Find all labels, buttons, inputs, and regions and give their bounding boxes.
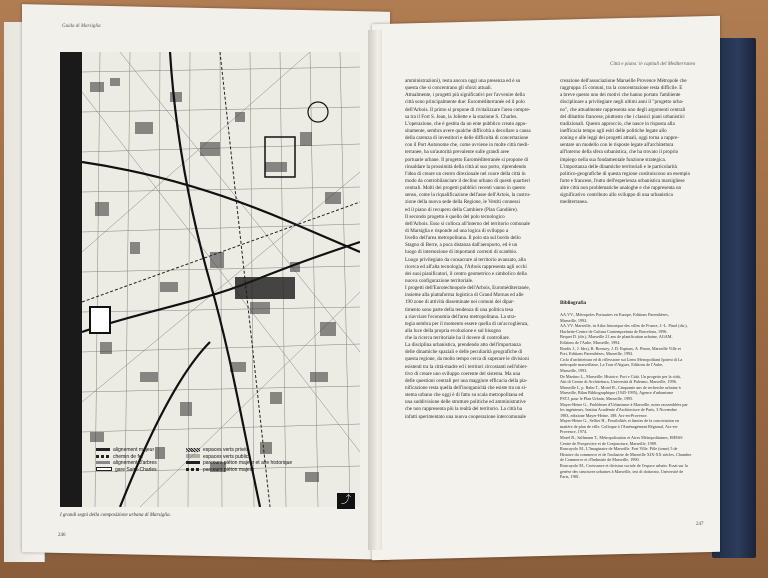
text-line: tradizionali. Questo approccio, che nasce in risposta alla — [560, 120, 675, 127]
text-line: questa regione, da molto tempo cerca di superare le divisioni — [405, 356, 529, 363]
text-line: les ingénieurs, Institut Académie d'Architecture de Paris, 3 Novembre — [560, 407, 678, 413]
text-line: all'interno della sfera urbanistica, che ha trovato il proprio — [560, 149, 679, 156]
text-line: della carenza di investitori e delle difficoltà di concertazione — [405, 135, 529, 142]
text-line: delle questioni centrali per una maggiore efficacia della pia- — [405, 377, 528, 384]
text-line: AA.VV., Métropoles Portuaires en Europe, Editions Parenthèses, — [560, 312, 669, 317]
text-line: rinsaldare la prossimità della città al suo porto, riprendendo — [405, 163, 527, 170]
text-line: Stagno di Berre, a poca distanza dall'aeroporto, ed è un — [405, 242, 518, 249]
legend-item: chemin de fer — [96, 454, 157, 461]
text-line: Marseille, 1992. — [560, 317, 588, 323]
text-line: portuarie urbane. Il progetto Euroméditerranée si propone di — [405, 156, 529, 163]
text-line: dell'Arbois. Il primo si propone di rivitalizzare l'area compre- — [405, 106, 531, 113]
text-line: sitamente, sembra avere qualche difficoltà a decollare a causa — [405, 127, 531, 134]
page-number-left: 246 — [58, 533, 66, 538]
legend-item: gare Saint-Charles — [96, 467, 157, 474]
text-line: tivo di creare uno sviluppo coerente del sistema. Ma una — [405, 370, 521, 377]
legend-item: espaces verts privés — [186, 447, 292, 454]
text-line: métropole marseillaise, La Tour d'Aigues, Editions de l'Aube, — [560, 362, 664, 368]
text-line: L'importanza delle dinamiche territoriali e le particolarità — [560, 163, 677, 170]
text-line: 1983, edizione Mayer-Heine, 188. Ars-en-Provence. — [560, 412, 648, 418]
text-line: con il Port Autonome che, come avviene in molte città medi- — [405, 142, 530, 149]
text-line: forte e francese, frutto dell'esperienza urbanistica marsigliese — [560, 177, 685, 184]
text-line: Marseille, 1993. — [560, 367, 588, 373]
text-line: Morel B., Sallmann T., Métropolisation et Aires Métropolitaines, EHESS — [560, 435, 683, 441]
text-line: no", che attualmente rappresenta uno degli argomenti centrali — [560, 106, 686, 113]
legend-column-2 — [186, 447, 292, 473]
text-line: l'idea di creare un centro direzionale nel cuore della città in — [405, 170, 526, 177]
legend-swatch — [96, 448, 110, 451]
text-line: terranee, ha un'autorità prevalente sulle grandi aree — [405, 149, 510, 156]
bibliography-list — [560, 312, 710, 480]
text-line: AA.VV. Marseille, in Atlas historique des villes de France, J.-L. Pinol (dir.), — [560, 323, 688, 329]
text-line: centrali. Molti dei progetti pubblici recenti vanno in questo — [405, 185, 526, 192]
text-line: stema urbano che oggi è di fatto su scala metropolitana ed — [405, 392, 524, 399]
text-line: Paris, 1981. — [560, 474, 580, 480]
text-line: PSTJ, pour le Plan Urbain, Marseille, 1995. — [560, 395, 634, 401]
legend-swatch — [186, 454, 200, 458]
text-line: Roncayolo M., Croissance et division sociale de l'espace urbain. Essai sur la — [560, 463, 688, 469]
text-line: sa tra il Fort S. Jean, la Joliette e la stazione S. Charles. — [405, 113, 518, 120]
page-number-right: 247 — [696, 522, 704, 527]
text-line: Editions de l'Aube, Marseille, 1994. — [560, 339, 621, 345]
legend-swatch — [186, 468, 200, 471]
text-line: mediterranea. — [560, 199, 588, 206]
text-line: significativo contributo allo sviluppo di una urbanistica — [560, 192, 673, 199]
text-line: Luogo privilegiato da consacrare al territorio avanzato, alla — [405, 256, 526, 263]
text-line: infatti sperimentato una nuova cooperazione intercomunale — [405, 413, 526, 420]
text-line: genèse des structures urbaines à Marseille, tesi di dottorato, Université de — [560, 468, 684, 474]
text-line: Il secondo progetto è quello del polo tecnologico — [405, 213, 505, 220]
text-line: una suddivisione delle strutture politiche ed amministrative — [405, 399, 526, 406]
text-line: Bequet D. (dir.), Marseille 21 ans de planification urbaine, AGAM, — [560, 334, 673, 340]
text-line: dell'Arbois. Esso si colloca all'interno del territorio comunale — [405, 220, 530, 227]
text-line: I progetti dell'Eurotechnopole dell'Arbois, Euroméditerranée, — [405, 285, 530, 292]
text-line: matière de plan de ville. Colloque à l'Aménagement Régional, Aix-en- — [560, 423, 679, 429]
text-line: Bordis J., J. Idrs), B. Borruey, J. D. Espinas, A. Pinon, Marseille Ville et — [560, 345, 681, 351]
text-line: che la ricerca territoriale ha il dovere di controllare. — [405, 335, 511, 342]
text-line: Histoire du commerce et de l'industrie de Marseille XIX-XX siècles, Chambre — [560, 451, 692, 457]
text-line: Mayer-Heine G., Problèmes d'Urbanisme à Marseille, notes rassemblées par — [560, 401, 688, 407]
text-line: nificazione resta quella dell'inorganicità che esiste tra un si- — [405, 385, 527, 392]
running-head-right: Città e piano: le capitali del Mediterraneo — [610, 62, 696, 67]
map-caption: I grandi segni della composizione urbana di Marsiglia. — [60, 513, 171, 518]
text-line: ricerca ed all'alta tecnologia, l'Arbois rappresenta agli occhi — [405, 263, 527, 270]
text-line: città sono principalmente due: Euroméditerranée ed il polo — [405, 99, 525, 106]
text-line: luogo di intersezione di importanti correnti di scambio. — [405, 249, 518, 256]
text-line: a breve questo uno dei motivi che hanno portato l'ambiente — [560, 92, 681, 99]
text-line: alla luce della propria evoluzione e sul bisogno — [405, 327, 502, 334]
legend-swatch — [186, 461, 200, 464]
legend-item: alignement majeur — [96, 447, 157, 454]
text-line: di Marsiglia e risponde ad una logica di sviluppo a — [405, 227, 509, 234]
legend-item: alignement d'arbres — [96, 460, 157, 467]
text-line: livello dell'area metropolitana. Il polo sta sul bordo dello — [405, 235, 521, 242]
legend-swatch — [96, 461, 110, 464]
text-line: insieme alla piattaforma logistica di Grand Mornas ed alle — [405, 292, 524, 299]
text-line: altre città non problematiche analoghe e che rappresenta un — [560, 185, 682, 192]
text-line: nuova configurazione territoriale. — [405, 277, 474, 284]
text-line: Attualmente, i progetti più significativi per l'avvenire della — [405, 92, 525, 99]
city-map — [60, 52, 360, 507]
text-line: raggruppa 15 comuni, tra la concentrazione resta difficile. E — [560, 85, 683, 92]
text-line: amministrazioni), resta ancora oggi una presenza ed è su — [405, 78, 521, 84]
legend-item: parcours piéton majeur et axe historique — [186, 460, 292, 467]
bibliography-heading: Bibliografia — [560, 300, 587, 306]
text-line: timento sono parte della tendenza di una politica tesa — [405, 306, 514, 313]
text-line: delle dinamiche spaziali e delle peculiarità geografiche di — [405, 349, 523, 356]
map-legend — [96, 447, 336, 505]
legend-swatch — [96, 467, 112, 471]
text-line: disciplinare a privilegiare negli ultimi anni il "progetto urba- — [560, 99, 684, 106]
text-line: che non rappresenta più la realtà del territorio. La città ha — [405, 406, 522, 413]
text-line: Marseille, Bilan Bibliographique (1945-1995), Agence d'urbanisme — [560, 390, 674, 396]
text-line: La disciplina urbanistica, prendendo atto dell'importanza — [405, 342, 521, 349]
text-line: Port, Editions Parenthèses, Marseille, 1992. — [560, 351, 634, 357]
text-line: Centre de Prospective et de Conjoncture, Marseille, 1989. — [560, 440, 657, 446]
bird-logo-icon: ⤴ — [337, 493, 355, 509]
legend-item: espaces verts publics — [186, 454, 292, 461]
text-line: esistenti tra la città-madre ed i territori circostanti nell'obiet- — [405, 363, 528, 370]
text-line: creazione dell'associazione Marseille Provence Métropole che — [560, 78, 687, 84]
running-head-left: Guida di Marsiglia — [62, 24, 101, 29]
text-line: impiego nella sua fondamentale funzione strategica. — [560, 156, 667, 163]
book-gutter — [368, 30, 382, 550]
legend-column-1 — [96, 447, 157, 473]
text-column-right — [560, 78, 710, 207]
text-line: politico-geografiche di questa regione costituiscono un esempio — [560, 170, 691, 177]
text-line: Roncayolo M., L'Imaginaire de Marseille. Port Ville. Pôle (tome) 5 de — [560, 446, 678, 452]
text-line: a riavviare l'economia dell'area metropolitana. La stra- — [405, 313, 517, 320]
text-line: zoning e alle leggi dei progetti attuali, oggi torna a rappre- — [560, 135, 679, 142]
text-line: zione della nuova sede della Regione, le Vestiti connessi — [405, 199, 520, 206]
text-line: tegia sembra per il momento essere quella di un'accoglienza, — [405, 320, 529, 327]
text-line: Atti di Centro di Architettura, Università di Palermo, Marseille, 1996. — [560, 379, 677, 385]
text-line: Ciclo d'architettura ed di riflessione sui Liens Metropolitani Ipotesi di La — [560, 356, 683, 362]
text-column-left — [405, 78, 555, 421]
legend-swatch — [96, 455, 110, 458]
text-line: dei suoi pianificatori, il centro geometrico e simbolico della — [405, 270, 527, 277]
text-line: del dibattito francese, piuttosto che i classici piani urbanistici — [560, 113, 685, 120]
text-line: modo da controbilanciare il declino urbano di questi quartieri — [405, 177, 531, 184]
text-line: De Martino L., Marseille: Histoire, Port e Città. Un progetto per la città, — [560, 373, 681, 379]
text-line: de Commerce et d'Industrie de Marseille, 1990. — [560, 457, 640, 463]
text-line: L'operazione, che è gestita da un ente pubblico creato appo- — [405, 120, 527, 127]
text-line: Marseille I., p. Rabu T., Morel B., Cinquante ans de recherche urbaine à — [560, 384, 681, 390]
text-line: Provence, 1974. — [560, 429, 588, 435]
text-line: questa che si concentrano gli sforzi attuali. — [405, 85, 492, 92]
text-line: senso, come la riqualificazione dell'asse dell'Artois, la costru- — [405, 192, 531, 199]
text-line: ed il piano di recupero della Cambiere (Plan Gandière). — [405, 206, 519, 213]
text-line: 190 zone di attività disseminate nei comuni dei dipar- — [405, 299, 515, 306]
legend-item: parcours piéton majeur — [186, 467, 292, 474]
text-line: Mayer-Heine G., Sellier H., Possibilités et limites de la concertation en — [560, 418, 679, 424]
text-line: sentare un modello con le risposte legate all'architettura — [560, 142, 674, 149]
legend-swatch — [186, 448, 200, 452]
text-line: inefficacia tempo agli esiti delle politiche legate allo — [560, 127, 667, 134]
street-map-drawing — [60, 52, 360, 507]
text-line: Hachette-Centre de Cultura Contemporània de Barcelona, 1996. — [560, 328, 668, 334]
